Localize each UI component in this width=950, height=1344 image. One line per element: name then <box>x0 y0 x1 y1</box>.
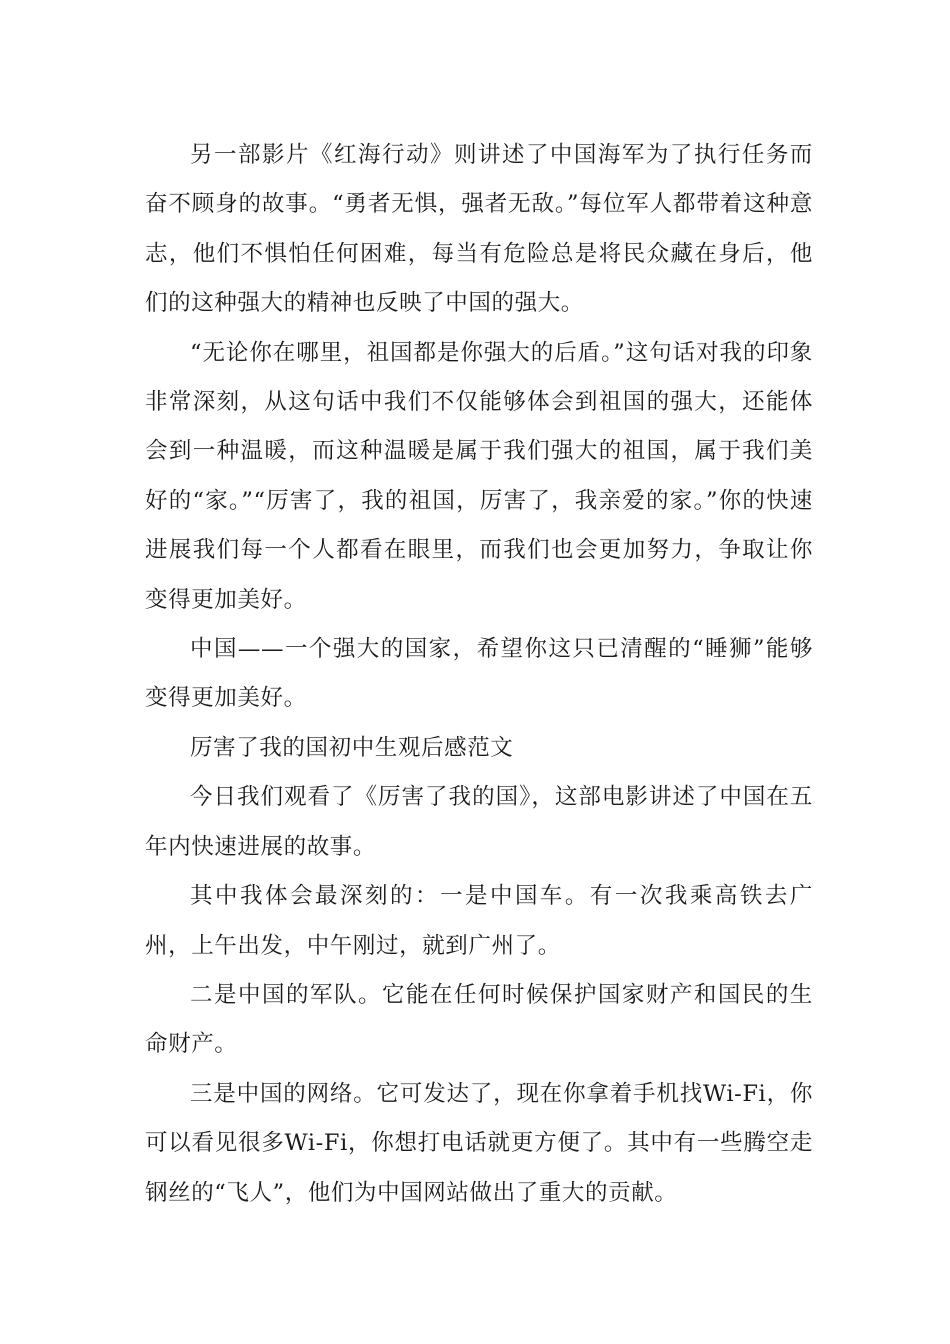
paragraph-china-trains: 其中我体会最深刻的：一是中国车。有一次我乘高铁去广州，上午出发，中午刚过，就到广州了。 <box>145 883 813 959</box>
paragraph-china-network: 三是中国的网络。它可发达了，现在你拿着手机找Wi-Fi，你可以看见很多Wi-Fi，你想打电话就更方便了。其中有一些腾空走钢丝的“飞人”，他们为中国网站做出了重大的贡献。 <box>145 1080 813 1206</box>
paragraph-motherland-backing: “无论你在哪里，祖国都是你强大的后盾。”这句话对我的印象非常深刻，从这句话中我们不仅能够体会到祖国的强大，还能体会到一种温暖，而这种温暖是属于我们强大的祖国，属于我们美好的“家。”“厉害了，我的祖国，厉害了，我亲爱的家。”你的快速进展我们每一个人都看在眼里，而我们也会更加努力，争取让你变得更加美好。 <box>145 339 813 613</box>
paragraph-red-sea-operation: 另一部影片《红海行动》则讲述了中国海军为了执行任务而奋不顾身的故事。“勇者无惧，强者无敌。”每位军人都带着这种意志，他们不惧怕任何困难，每当有危险总是将民众藏在身后，他们的这种强大的精神也反映了中国的强大。 <box>145 142 813 317</box>
paragraph-sleeping-lion: 中国——一个强大的国家，希望你这只已清醒的“睡狮”能够变得更加美好。 <box>145 636 813 712</box>
section-title: 厉害了我的国初中生观后感范文 <box>190 734 514 761</box>
paragraph-china-army: 二是中国的军队。它能在任何时候保护国家财产和国民的生命财产。 <box>145 981 813 1058</box>
paragraph-movie-intro: 今日我们观看了《厉害了我的国》，这部电影讲述了中国在五年内快速进展的故事。 <box>145 784 813 860</box>
document-body <box>145 131 813 1218</box>
